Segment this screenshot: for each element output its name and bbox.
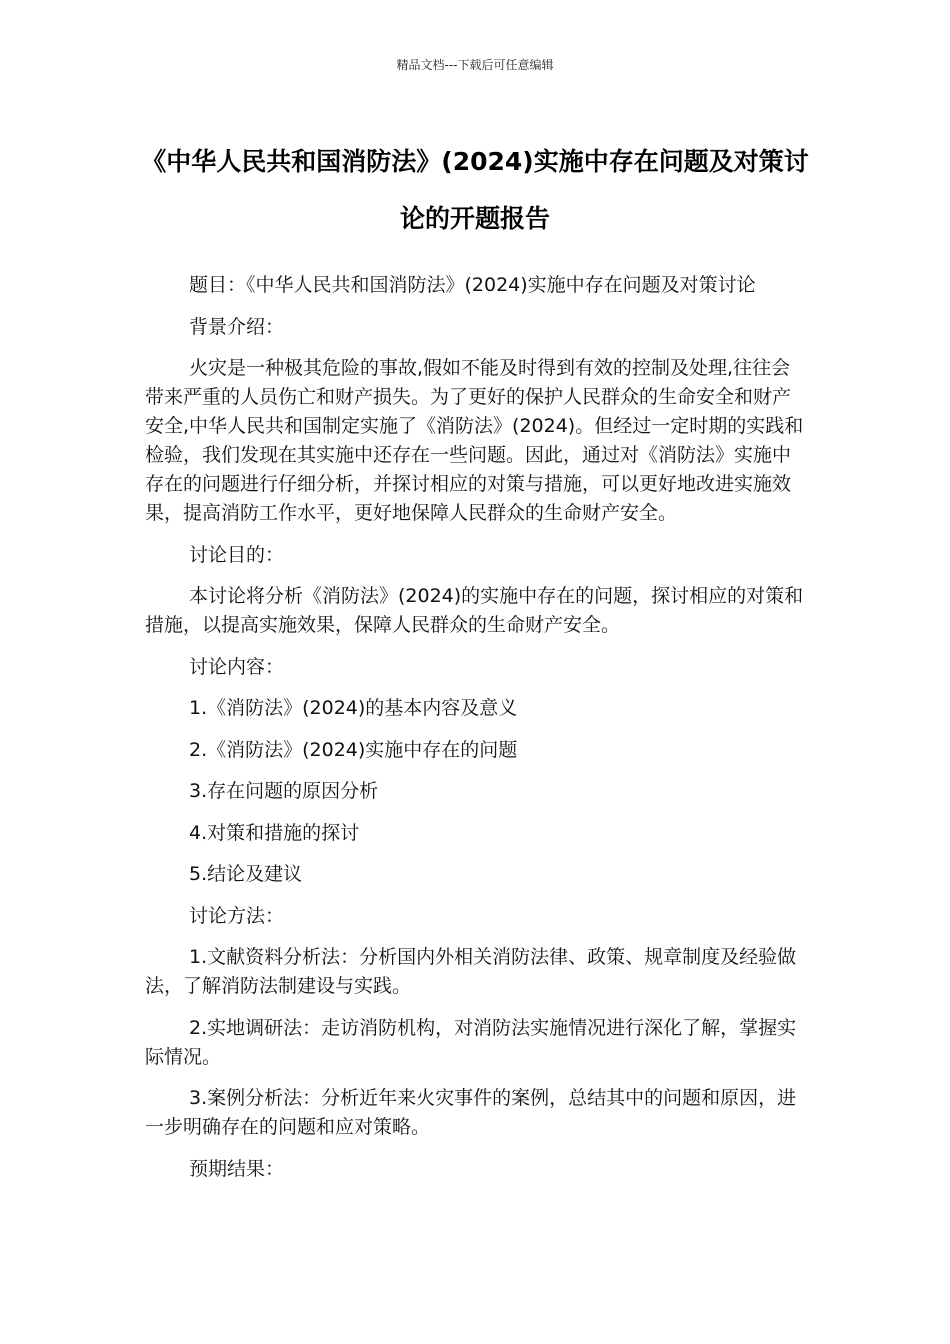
paragraph-background: 火灾是一种极其危险的事故,假如不能及时得到有效的控制及处理,往往会带来严重的人员伤亡和财产损失。为了更好的保护人民群众的生命安全和财产安全,中华人民共和国制定实施了《消防法》(2024)。但经过一定时期的实践和检验，我们发现在其实施中还存在一些问题。因此，通过对《消防法》实施中存在的问题进行仔细分析，并探讨相应的对策与措施，可以更好地改进实施效果，提高消防工作水平，更好地保障人民群众的生命财产安全。 (145, 357, 804, 524)
heading-content: 讨论内容： (189, 655, 285, 678)
heading-expected-results: 预期结果： (189, 1157, 285, 1180)
content-item-2: 2.《消防法》(2024)实施中存在的问题 (189, 738, 518, 761)
content-item-4: 4.对策和措施的探讨 (189, 821, 360, 844)
document-body (145, 271, 805, 1196)
heading-purpose: 讨论目的： (189, 543, 285, 566)
paragraph-purpose: 本讨论将分析《消防法》(2024)的实施中存在的问题，探讨相应的对策和措施，以提高实施效果，保障人民群众的生命财产安全。 (145, 585, 804, 636)
method-item-2: 2.实地调研法：走访消防机构，对消防法实施情况进行深化了解，掌握实际情况。 (145, 1016, 797, 1068)
method-item-3: 3.案例分析法：分析近年来火灾事件的案例，总结其中的问题和原因，进一步明确存在的问题和应对策略。 (145, 1087, 797, 1138)
method-item-1: 1.文献资料分析法：分析国内外相关消防法律、政策、规章制度及经验做法，了解消防法制建设与实践。 (145, 946, 797, 997)
heading-background: 背景介绍： (189, 315, 285, 338)
document-title: 《中华人民共和国消防法》(2024)实施中存在问题及对策讨论的开题报告 (141, 147, 809, 233)
content-item-3: 3.存在问题的原因分析 (189, 780, 379, 802)
page-header-note: 精品文档---下载后可任意编辑 (396, 58, 554, 72)
content-item-5: 5.结论及建议 (189, 863, 303, 885)
paragraph-topic: 题目：《中华人民共和国消防法》(2024)实施中存在问题及对策讨论 (189, 274, 756, 296)
content-item-1: 1.《消防法》(2024)的基本内容及意义 (189, 697, 518, 719)
heading-methods: 讨论方法： (189, 904, 285, 927)
